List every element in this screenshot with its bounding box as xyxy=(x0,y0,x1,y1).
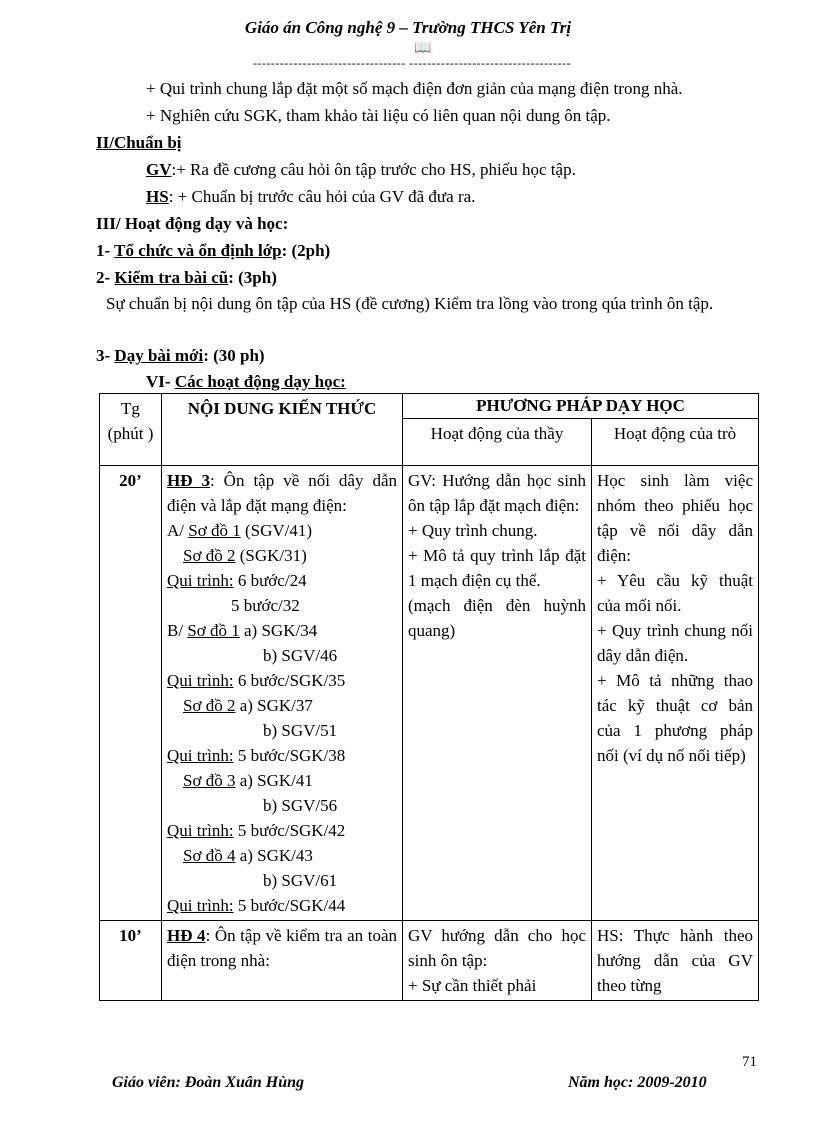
review-paragraph: Sự chuẩn bị nội dung ôn tập của HS (đề cương) Kiểm tra lồng vào trong qúa trình ôn tập. xyxy=(106,294,714,313)
row1-c16-label: Qui trình: xyxy=(167,896,234,915)
row1-time: 20’ xyxy=(100,466,162,921)
row1-student-4: + Mô tả những thao tác kỹ thuật cơ bản của 1 phương pháp nối (ví dụ nố nối tiếp) xyxy=(597,671,753,765)
row2-teacher xyxy=(403,921,592,1001)
step-1 xyxy=(96,240,330,262)
row1-c2-rest: (SGK/31) xyxy=(235,546,307,565)
row1-content xyxy=(162,466,403,921)
step-4-label: Các hoạt động dạy học: xyxy=(174,372,346,391)
row1-c1-prefix: A/ xyxy=(167,521,189,540)
row1-c5-rest: a) SGK/34 xyxy=(239,621,318,640)
row1-c9: b) SGV/51 xyxy=(263,721,338,740)
intro-line-1: + Qui trình chung lắp đặt một số mạch điện đơn giản của mạng điện trong nhà. xyxy=(146,79,683,98)
row1-c11-label: Sơ đồ 3 xyxy=(183,771,236,790)
header-time-label: Tg (phút ) xyxy=(107,399,154,443)
table-row xyxy=(100,466,759,921)
row1-teacher xyxy=(403,466,592,921)
row2-hd-title: : Ôn tập về kiểm tra an toàn điện trong nhà: xyxy=(167,926,397,970)
row1-hd-title: : Ôn tập về nối dây dẫn điện và lắp đặt mạng điện: xyxy=(167,471,397,515)
step-3-label: Dạy bài mới xyxy=(114,346,204,365)
table-row xyxy=(100,921,759,1001)
row1-c8-label: Sơ đồ 2 xyxy=(183,696,236,715)
lesson-table xyxy=(99,393,759,1001)
row1-c3-label: Qui trình: xyxy=(167,571,234,590)
step-2 xyxy=(96,267,277,289)
row2-hd-label: HĐ 4 xyxy=(167,926,206,945)
gv-prep-line xyxy=(146,159,576,181)
header-content: NỘI DUNG KIẾN THỨC xyxy=(162,394,403,466)
row1-c10-rest: 5 bước/SGK/38 xyxy=(233,746,346,765)
row1-teacher-3: + Mô tả quy trình lắp đặt 1 mạch điện cụ thể. xyxy=(408,546,586,590)
row1-c5-label: Sơ đồ 1 xyxy=(187,621,240,640)
page-number: 71 xyxy=(742,1054,757,1070)
row1-c7-label: Qui trình: xyxy=(167,671,234,690)
step-2-time: : (3ph) xyxy=(228,268,277,287)
table-header-row xyxy=(100,394,759,419)
row1-teacher-2: + Quy trình chung. xyxy=(408,521,538,540)
page-header-title: Giáo án Công nghệ 9 – Trường THCS Yên Trị xyxy=(244,18,572,37)
row1-c1-rest: (SGV/41) xyxy=(240,521,313,540)
row1-teacher-1: GV: Hướng dẫn học sinh ôn tập lắp đặt mạch điện: xyxy=(408,471,586,515)
step-1-label: Tổ chức và ổn định lớp xyxy=(114,241,282,260)
row1-student-2: + Yêu cầu kỹ thuật của mối nối. xyxy=(597,571,753,615)
row1-c11-rest: a) SGK/41 xyxy=(235,771,313,790)
row1-c13-rest: 5 bước/SGK/42 xyxy=(233,821,346,840)
row2-time: 10’ xyxy=(100,921,162,1001)
row1-student xyxy=(592,466,759,921)
book-icon: 📖 xyxy=(414,41,432,56)
step-3-time: : (30 ph) xyxy=(203,346,265,365)
footer-year: Năm học: 2009-2010 xyxy=(568,1074,707,1091)
row1-c10-label: Qui trình: xyxy=(167,746,234,765)
row1-c8-rest: a) SGK/37 xyxy=(235,696,313,715)
row1-c14-label: Sơ đồ 4 xyxy=(183,846,236,865)
step-3 xyxy=(96,345,265,367)
hs-prep-text: : + Chuẩn bị trước câu hỏi của GV đã đưa ra. xyxy=(168,187,476,206)
gv-label: GV xyxy=(146,160,172,179)
row1-c16-rest: 5 bước/SGK/44 xyxy=(233,896,346,915)
footer-teacher: Giáo viên: Đoàn Xuân Hùng xyxy=(112,1074,305,1091)
row1-c15: b) SGV/61 xyxy=(263,871,338,890)
row1-c13-label: Qui trình: xyxy=(167,821,234,840)
header-student: Hoạt động của trò xyxy=(592,419,759,466)
header-method: PHƯƠNG PHÁP DẠY HỌC xyxy=(403,394,759,419)
row1-c6: b) SGV/46 xyxy=(263,646,338,665)
step-4 xyxy=(146,371,346,393)
gv-prep-text: :+ Ra đề cương câu hỏi ôn tập trước cho HS, phiếu học tập. xyxy=(171,160,576,179)
step-2-num: 2- xyxy=(96,268,115,287)
row1-teacher-4: (mạch điện đèn huỳnh quang) xyxy=(408,596,586,640)
row2-content xyxy=(162,921,403,1001)
row1-c5-prefix: B/ xyxy=(167,621,188,640)
header-separator: ---------------------------------- ------------------------------------ xyxy=(252,56,572,70)
header-time xyxy=(100,394,162,466)
row2-student-1: HS: Thực hành theo hướng dẫn của GV theo từng xyxy=(597,926,753,995)
row2-student xyxy=(592,921,759,1001)
row1-c1-label: Sơ đồ 1 xyxy=(188,521,241,540)
step-1-num: 1- xyxy=(96,241,115,260)
header-teacher: Hoạt động của thầy xyxy=(403,419,592,466)
hs-label: HS xyxy=(146,187,169,206)
row1-student-1: Học sinh làm việc nhóm theo phiếu học tập về nối dây dẫn điện: xyxy=(597,471,753,565)
section-3-title: III/ Hoạt động dạy và học: xyxy=(96,214,289,233)
hs-prep-line xyxy=(146,186,475,208)
step-4-num: VI- xyxy=(146,372,175,391)
section-2-title: II/Chuẩn bị xyxy=(96,133,182,152)
row1-c14-rest: a) SGK/43 xyxy=(235,846,313,865)
row1-c3-rest: 6 bước/24 xyxy=(233,571,307,590)
row1-c2-label: Sơ đồ 2 xyxy=(183,546,236,565)
row1-hd-label: HĐ 3 xyxy=(167,471,210,490)
step-3-num: 3- xyxy=(96,346,115,365)
intro-line-2: + Nghiên cứu SGK, tham khảo tài liệu có liên quan nội dung ôn tập. xyxy=(146,106,611,125)
row1-c4: 5 bước/32 xyxy=(231,596,300,615)
row1-student-3: + Quy trình chung nối dây dẫn điện. xyxy=(597,621,753,665)
row2-teacher-1: GV hướng dẫn cho học sinh ôn tập: xyxy=(408,926,586,970)
row1-c12: b) SGV/56 xyxy=(263,796,338,815)
row2-teacher-2: + Sự cần thiết phải xyxy=(408,976,537,995)
step-2-label: Kiểm tra bài cũ xyxy=(114,268,229,287)
step-1-time: : (2ph) xyxy=(281,241,331,260)
row1-c7-rest: 6 bước/SGK/35 xyxy=(233,671,346,690)
